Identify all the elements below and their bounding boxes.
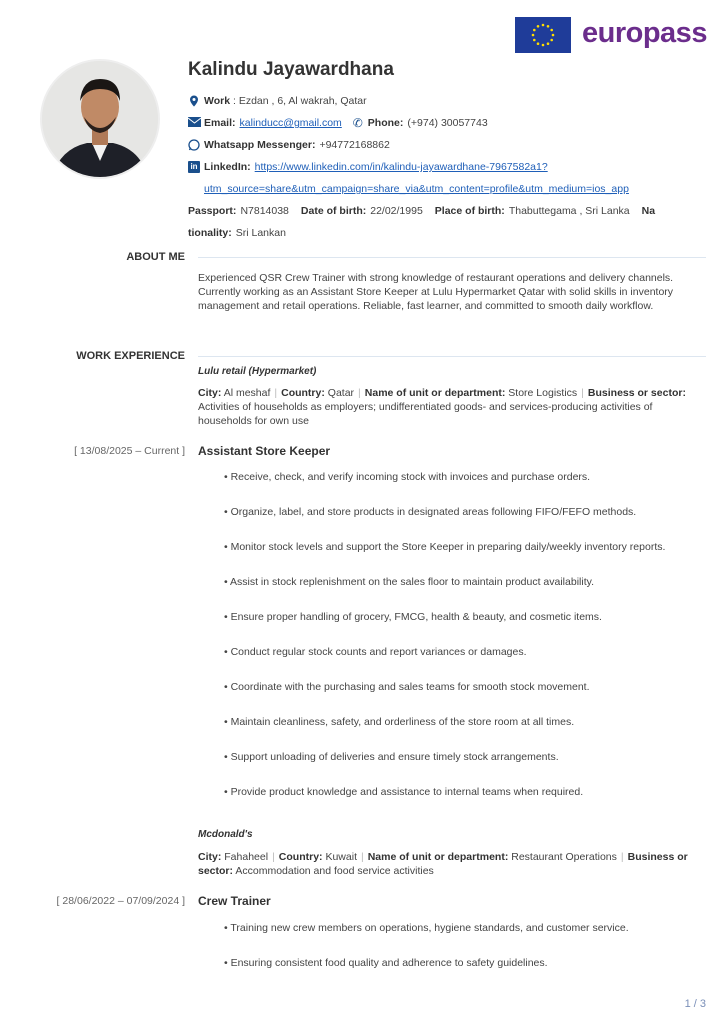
linkedin-row [188,159,548,175]
sector-value: Activities of households as employers; undifferentiated goods- and services-producing activities of households for own use [198,401,653,427]
whatsapp-value: +94772168862 [319,139,390,151]
nationality-row [188,225,286,241]
linkedin-label: LinkedIn: [204,161,251,173]
job-duties-list [224,921,694,991]
list-item: • Support unloading of deliveries and ensure timely stock arrangements. [224,750,694,764]
list-item: • Ensure proper handling of grocery, FMCG, health & beauty, and cosmetic items. [224,610,694,624]
job-dates: [ 13/08/2025 – Current ] [74,445,185,457]
sector-label: Business or sector: [198,851,688,877]
whatsapp-row [188,137,390,153]
location-pin-icon [188,95,200,107]
work-address-row [188,93,367,109]
envelope-icon [188,117,200,129]
whatsapp-label: Whatsapp Messenger: [204,139,316,151]
job-details: City: Fahaheel | Country: Kuwait | Name of unit or department: Restaurant Operations | Business or sector: Accommodation and food service activities [198,851,688,877]
country-label: Country: [278,851,323,863]
list-item: • Conduct regular stock counts and report variances or damages. [224,645,694,659]
nationality-label-part1: Na [641,205,656,217]
list-item: • Provide product knowledge and assistance to internal teams when required. [224,785,694,799]
employer-name: Lulu retail (Hypermarket) [198,366,317,377]
job-title: Crew Trainer [198,894,271,908]
about-heading: ABOUT ME [126,251,185,263]
whatsapp-icon [188,139,200,151]
employer-name: Mcdonald's [198,829,253,840]
phone-label: Phone: [367,117,404,129]
dob-value: 22/02/1995 [370,205,423,217]
linkedin-link[interactable]: https://www.linkedin.com/in/kalindu-jayawardhane-7967582a1? [254,161,548,173]
job-dates: [ 28/06/2022 – 07/09/2024 ] [56,895,185,907]
list-item: • Organize, label, and store products in designated areas following FIFO/FEFO methods. [224,505,694,519]
country-label: Country: [281,387,325,399]
email-label: Email: [204,117,236,129]
about-text: Experienced QSR Crew Trainer with strong knowledge of restaurant operations and delivery channels. Currently working as an Assistant Store Keeper at Lulu Hypermarket Qatar with solid skills in inventory management and retail operations. Reliable, fast learner, and committed to smooth daily workflow. [198,272,674,312]
person-name: Kalindu Jayawardhana [188,59,394,80]
contact-row [188,115,488,131]
list-item: • Maintain cleanliness, safety, and orderliness of the store room at all times. [224,715,694,729]
job-duties-list [224,470,694,820]
personal-details-row [188,203,655,219]
list-item: • Training new crew members on operations, hygiene standards, and customer service. [224,921,694,935]
city-label: City: [198,851,222,863]
city-value: Al meshaf [223,387,271,399]
work-experience-heading: WORK EXPERIENCE [76,350,185,362]
city-label: City: [198,387,222,399]
work-label: Work [204,95,231,107]
about-divider [198,257,706,258]
page-number: 1 / 3 [684,998,706,1010]
dob-label: Date of birth: [300,205,367,217]
job-title: Assistant Store Keeper [198,444,331,458]
job-details: City: Al meshaf | Country: Qatar | Name of unit or department: Store Logistics | Business or sector: Activities of households as employers; undifferentiated goods- and services-producing activities of households for own use [198,387,686,427]
unit-label: Name of unit or department: [364,387,506,399]
linkedin-icon: in [188,161,200,173]
email-link[interactable]: kalinducc@gmail.com [239,117,342,129]
phone-icon: ✆ [352,116,363,130]
country-value: Kuwait [325,851,357,863]
linkedin-link-continued[interactable]: utm_source=share&utm_campaign=share_via&utm_content=profile&utm_medium=ios_app [204,183,629,195]
europass-logo-text: europass [582,17,707,49]
sector-value: Accommodation and food service activities [235,865,434,877]
eu-flag-logo [515,17,571,53]
pob-value: Thabuttegama , Sri Lanka [508,205,630,217]
passport-value: N7814038 [240,205,289,217]
list-item: • Assist in stock replenishment on the sales floor to maintain product availability. [224,575,694,589]
list-item: • Ensuring consistent food quality and adherence to safety guidelines. [224,956,694,970]
unit-label: Name of unit or department: [367,851,509,863]
nationality-label-part2: tionality: [188,227,232,239]
pob-label: Place of birth: [434,205,505,217]
list-item: • Receive, check, and verify incoming stock with invoices and purchase orders. [224,470,694,484]
country-value: Qatar [327,387,355,399]
sector-label: Business or sector: [587,387,686,399]
unit-value: Restaurant Operations [511,851,617,863]
work-value: : Ezdan , 6, Al wakrah, Qatar [230,95,367,107]
passport-label: Passport: [188,205,237,217]
city-value: Fahaheel [224,851,269,863]
linkedin-row-2 [204,181,629,197]
list-item: • Monitor stock levels and support the Store Keeper in preparing daily/weekly inventory reports. [224,540,694,554]
unit-value: Store Logistics [508,387,578,399]
phone-value: (+974) 30057743 [407,117,488,129]
list-item: • Coordinate with the purchasing and sales teams for smooth stock movement. [224,680,694,694]
avatar [40,59,160,179]
work-divider [198,356,706,357]
nationality-value: Sri Lankan [235,227,286,239]
